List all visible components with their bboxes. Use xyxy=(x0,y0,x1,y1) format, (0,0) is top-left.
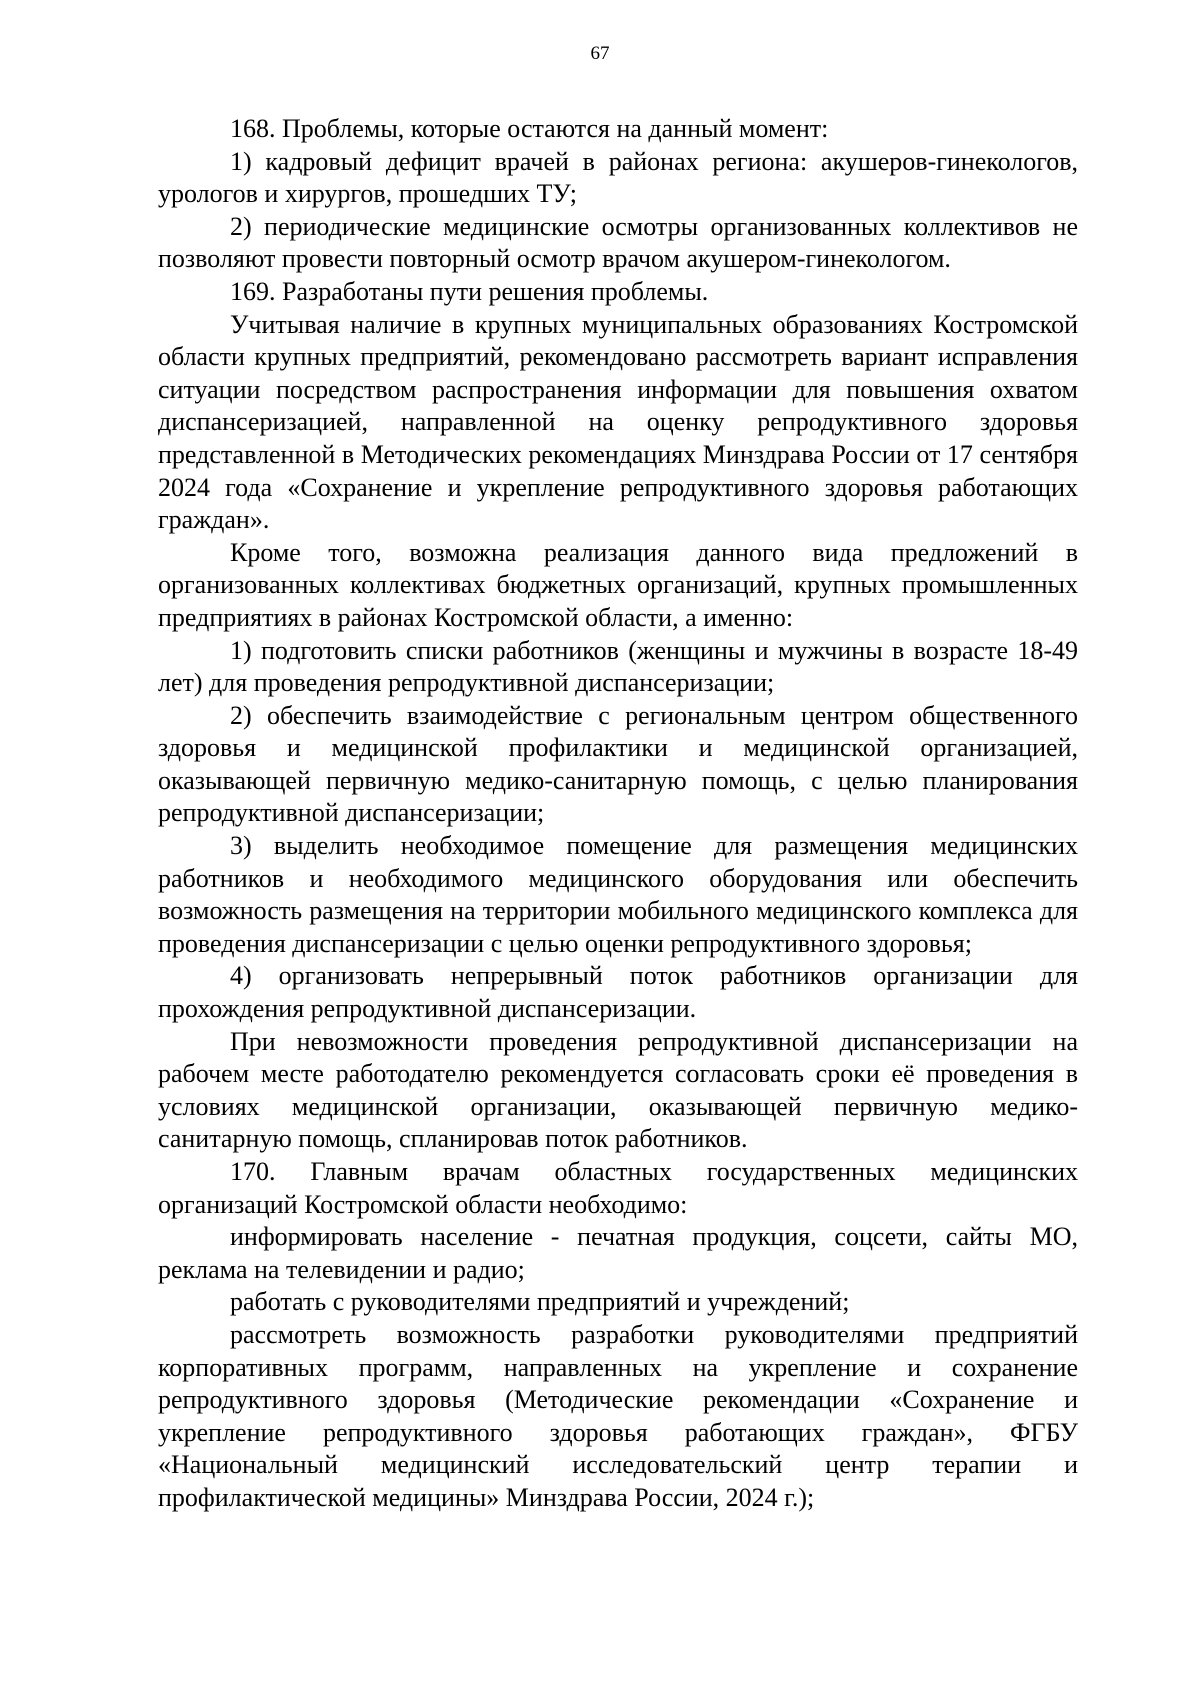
paragraph-measure-2: 2) обеспечить взаимодействие с региональным центром общественного здоровья и медицинской профилактики и медицинской организацией, оказывающей первичную медико-санитарную помощь, с целью планирования репродуктивной диспансеризации; xyxy=(158,700,1078,828)
paragraph-170-work: работать с руководителями предприятий и учреждений; xyxy=(230,1287,850,1317)
paragraph-168-heading: 168. Проблемы, которые остаются на данный момент: xyxy=(230,114,829,143)
page-number: 67 xyxy=(590,43,610,64)
paragraph-additionally: Кроме того, возможна реализация данного вида предложений в организованных коллективах бюджетных организаций, крупных промышленных предприятиях в районах Костромской области, а именно: xyxy=(158,537,1078,632)
paragraph-168-item-1: 1) кадровый дефицит врачей в районах региона: акушеров-гинекологов, урологов и хирургов, прошедших ТУ; xyxy=(158,146,1078,209)
paragraph-measure-1: 1) подготовить списки работников (женщины и мужчины в возрасте 18-49 лет) для проведения репродуктивной диспансеризации; xyxy=(158,635,1078,698)
paragraph-measure-4: 4) организовать непрерывный поток работников организации для прохождения репродуктивной диспансеризации. xyxy=(158,961,1078,1024)
paragraph-169-heading: 169. Разработаны пути решения проблемы. xyxy=(230,276,709,306)
document-body xyxy=(158,113,1078,1515)
paragraph-169-text: Учитывая наличие в крупных муниципальных образованиях Костромской области крупных предприятий, рекомендовано рассмотреть вариант исправления ситуации посредством распространения информации для повышения охватом диспансеризацией, направленной на оценку репродуктивного здоровья представленной в Методических рекомендациях Минздрава России от 17 сентября 2024 года «Сохранение и укрепление репродуктивного здоровья работающих граждан». xyxy=(158,309,1078,535)
paragraph-measure-3: 3) выделить необходимое помещение для размещения медицинских работников и необходимого медицинского оборудования или обеспечить возможность размещения на территории мобильного медицинского комплекса для проведения диспансеризации с целью оценки репродуктивного здоровья; xyxy=(158,831,1078,958)
paragraph-168-item-2: 2) периодические медицинские осмотры организованных коллективов не позволяют провести повторный осмотр врачом акушером-гинекологом. xyxy=(158,211,1078,274)
paragraph-170-inform: информировать население - печатная продукция, соцсети, сайты МО, реклама на телевидении и радио; xyxy=(158,1222,1078,1284)
paragraph-alternative: При невозможности проведения репродуктивной диспансеризации на рабочем месте работодателю рекомендуется согласовать сроки её проведения в условиях медицинской организации, оказывающей первичную медико-санитарную помощь, спланировав поток работников. xyxy=(158,1026,1078,1154)
paragraph-170-heading: 170. Главным врачам областных государственных медицинских организаций Костромской области необходимо: xyxy=(158,1157,1078,1219)
paragraph-170-programs: рассмотреть возможность разработки руководителями предприятий корпоративных программ, направленных на укрепление и сохранение репродуктивного здоровья (Методические рекомендации «Сохранение и укрепление репродуктивного здоровья работающих граждан», ФГБУ «Национальный медицинский исследовательский центр терапии и профилактической медицины» Минздрава России, 2024 г.); xyxy=(158,1319,1078,1512)
